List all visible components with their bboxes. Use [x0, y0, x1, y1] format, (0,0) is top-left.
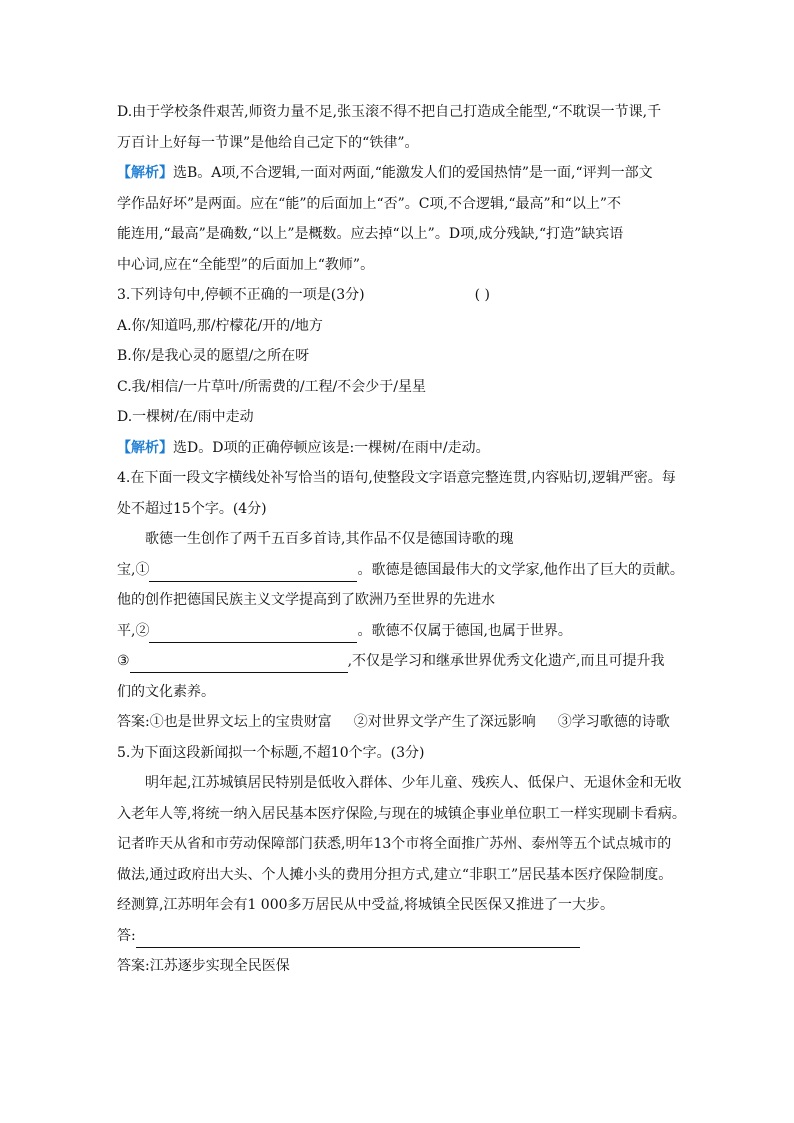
analysis-tag: 【解析】 [117, 439, 173, 456]
q4-passage-line-5: ③ ,不仅是学习和继承世界优秀文化遗产,而且可提升我 [117, 649, 677, 680]
q3-option-c: C.我/相信/一片草叶/所需费的/工程/不会少于/星星 [117, 378, 426, 395]
q4-answer: 答案:①也是世界文坛上的宝贵财富 ②对世界文学产生了深远影响 ③学习歌德的诗歌 [117, 714, 670, 730]
fill-blank-3[interactable] [130, 654, 348, 673]
q5-answer: 答案:江苏逐步实现全民医保 [117, 958, 290, 974]
q2-analysis-line-2: 学作品好坏”是两面。应在“能”的后面加上“否”。C项,不合逻辑,“最高”和“以上”不 [117, 195, 622, 212]
q4-passage-line-1: 歌德一生创作了两千五百多首诗,其作品不仅是德国诗歌的瑰 [145, 531, 514, 547]
q4-stem-line-1: 4.在下面一段文字横线处补写恰当的语句,使整段文字语意完整连贯,内容贴切,逻辑严密。每 [117, 470, 676, 486]
fill-blank-1[interactable] [149, 563, 357, 582]
answer-paren[interactable]: ( ) [474, 287, 491, 303]
q2-analysis-line-1: 【解析】选B。A项,不合逻辑,一面对两面,“能激发人们的爱国热情”是一面,“评判一部文 [117, 165, 653, 181]
q5-passage-line-4: 做法,通过政府出大头、个人摊小头的费用分担方式,建立“非职工”居民基本医疗保险制度。 [117, 866, 673, 883]
q5-passage-line-1: 明年起,江苏城镇居民特别是低收入群体、少年儿童、残疾人、低保户、无退休金和无收 [145, 775, 682, 791]
q3-option-b: B.你/是我心灵的愿望/之所在呀 [117, 348, 310, 364]
q4-passage-line-3: 他的创作把德国民族主义文学提高到了欧洲乃至世界的先进水 [117, 592, 495, 608]
q3-option-a: A.你/知道吗,那/柠檬花/开的/地方 [117, 317, 323, 334]
q5-answer-prompt: 答: [117, 924, 677, 955]
document-page [117, 100, 686, 985]
fill-blank-2[interactable] [149, 624, 357, 643]
q2-option-d-line-2: 万百计上好每一节课”是他给自己定下的“铁律”。 [117, 134, 419, 151]
q3-analysis: 【解析】选D。D项的正确停顿应该是:一棵树/在雨中/走动。 [117, 439, 490, 456]
analysis-tag: 【解析】 [117, 165, 173, 181]
q4-passage-line-4: 平,② 。歌德不仅属于德国,也属于世界。 [117, 619, 677, 650]
q3-stem: 3.下列诗句中,停顿不正确的一项是(3分) ( ) [117, 283, 677, 314]
answer-blank[interactable] [136, 931, 580, 948]
q2-analysis-line-3: 能连用,“最高”是确数,“以上”是概数。应去掉“以上”。D项,成分残缺,“打造”缺宾语 [117, 226, 624, 242]
q5-passage-line-2: 入老年人等,将统一纳入居民基本医疗保险,与现在的城镇企事业单位职工一样实现刷卡看病。 [117, 805, 686, 822]
q4-passage-line-6: 们的文化素养。 [117, 683, 215, 700]
q2-analysis-line-4: 中心词,应在“全能型”的后面加上“教师”。 [117, 256, 375, 273]
q5-passage-line-3: 记者昨天从省和市劳动保障部门获悉,明年13个市将全面推广苏州、泰州等五个试点城市的 [117, 836, 672, 852]
q4-passage-line-2: 宝,① 。歌德是德国最伟大的文学家,他作出了巨大的贡献。 [117, 558, 677, 589]
q2-option-d-line-1: D.由于学校条件艰苦,师资力量不足,张玉滚不得不把自己打造成全能型,“不耽误一节课,千 [117, 104, 662, 120]
q4-stem-line-2: 处不超过15个字。(4分) [117, 500, 267, 517]
q3-option-d: D.一棵树/在/雨中走动 [117, 409, 254, 425]
q5-passage-line-5: 经测算,江苏明年会有1 000多万居民从中受益,将城镇全民医保又推进了一大步。 [117, 897, 614, 913]
q5-stem: 5.为下面这段新闻拟一个标题,不超10个字。(3分) [117, 744, 425, 761]
